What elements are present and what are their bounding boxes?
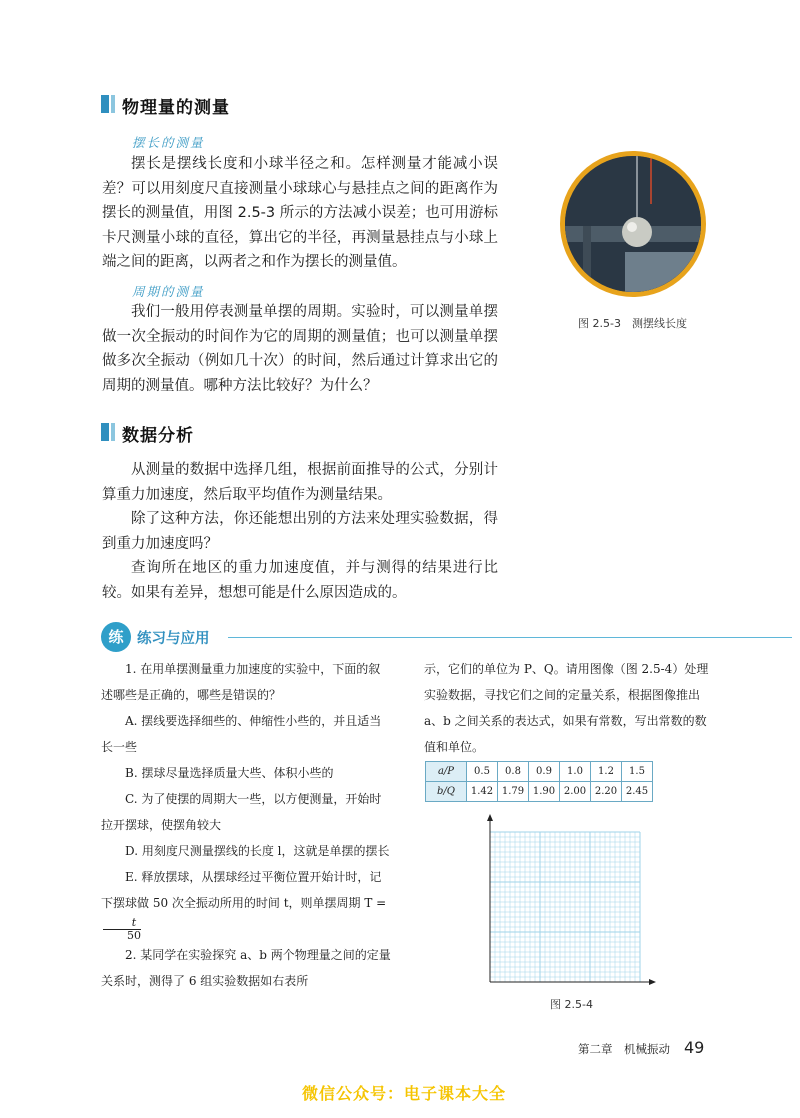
subtitle-period: 周期的测量 xyxy=(132,284,205,299)
table-cell: 1.90 xyxy=(529,782,560,802)
figure-caption-2-5-3: 图 2.5-3 测摆线长度 xyxy=(578,317,687,330)
exercise-icon: 练 xyxy=(101,622,131,652)
wechat-watermark: 微信公众号：电子课本大全 xyxy=(302,1084,507,1103)
table-cell: 1.5 xyxy=(622,762,653,782)
table-cell: 1.79 xyxy=(498,782,529,802)
exercise-right-column xyxy=(424,656,714,760)
subtitle-pendulum-length: 摆长的测量 xyxy=(132,135,205,150)
table-cell: 0.9 xyxy=(529,762,560,782)
table-row xyxy=(426,782,653,802)
section-marker xyxy=(101,95,109,113)
paragraph-text: 查询所在地区的重力加速度值，并与测得的结果进行比较。如果有差异，想想可能是什么原因造成的。 xyxy=(102,560,498,601)
paragraph-text: 我们一般用停表测量单摆的周期。实验时，可以测量单摆做一次全振动的时间作为它的周期的测量值；也可以测量单摆做多次全振动（例如几十次）的时间，然后通过计算求出它的周期的测量值。哪种方法比较好？为什么？ xyxy=(102,304,498,394)
exercise-left-column xyxy=(101,656,391,994)
option-d: D. 用刻度尺测量摆线的长度 l，这就是单摆的摆长 xyxy=(125,844,390,858)
paragraph-text: 从测量的数据中选择几组，根据前面推导的公式，分别计算重力加速度，然后取平均值作为测量结果。 xyxy=(102,462,498,503)
section-title-measurement: 物理量的测量 xyxy=(122,98,230,118)
option-e-text: E. 释放摆球，从摆球经过平衡位置开始计时，记下摆球做 50 次全振动所用的时间 t，则单摆周期 T = xyxy=(101,870,387,910)
paragraph-data-analysis xyxy=(102,458,498,605)
x-axis-arrow xyxy=(649,979,656,985)
table-cell: 0.8 xyxy=(498,762,529,782)
table-cell: 0.5 xyxy=(467,762,498,782)
question-2: 2. 某同学在实验探究 a、b 两个物理量之间的定量关系时，测得了 6 组实验数据如右表所 xyxy=(101,948,391,988)
option-c: C. 为了使摆的周期大一些，以方便测量，开始时拉开摆球，使摆角较大 xyxy=(101,792,382,832)
paragraph-text: 除了这种方法，你还能想出别的方法来处理实验数据，得到重力加速度吗？ xyxy=(102,511,498,552)
section-marker-light xyxy=(111,423,115,441)
table-cell: 1.2 xyxy=(591,762,622,782)
paragraph-text: 摆长是摆线长度和小球半径之和。怎样测量才能减小误差？可以用刻度尺直接测量小球球心与悬挂点之间的距离作为摆长的测量值，用图 2.5-3 所示的方法减小误差；也可用游标卡尺测量小球的直径，算出它的半径，再测量悬挂点与小球上端之间的距离，以两者之和作为摆长的测量值。 xyxy=(102,156,498,270)
exercise-rule xyxy=(228,637,792,638)
paragraph-period xyxy=(102,300,498,398)
section-title-data-analysis: 数据分析 xyxy=(122,426,194,446)
table-cell: 2.00 xyxy=(560,782,591,802)
fraction-numerator: t xyxy=(103,917,141,930)
table-cell: 2.20 xyxy=(591,782,622,802)
section-marker xyxy=(101,423,109,441)
table-cell: 1.42 xyxy=(467,782,498,802)
row-label-a: a/P xyxy=(426,762,467,782)
table-cell: 1.0 xyxy=(560,762,591,782)
table-row xyxy=(426,762,653,782)
option-a: A. 摆线要选择细些的、伸缩性小些的，并且适当长一些 xyxy=(101,714,382,754)
option-b: B. 摆球尽量选择质量大些、体积小些的 xyxy=(125,766,334,780)
chapter-footer: 第二章 机械振动 xyxy=(578,1042,670,1056)
section-marker-light xyxy=(111,95,115,113)
row-label-b: b/Q xyxy=(426,782,467,802)
data-table xyxy=(425,761,653,802)
question-1: 1. 在用单摆测量重力加速度的实验中，下面的叙述哪些是正确的，哪些是错误的？ xyxy=(101,662,381,702)
fraction xyxy=(103,917,141,942)
pendulum-photo xyxy=(560,151,706,297)
question-2-continued: 示，它们的单位为 P、Q。请用图像（图 2.5-4）处理实验数据，寻找它们之间的定量关系，根据图像推出 a、b 之间关系的表达式，如果有常数，写出常数的数值和单位。 xyxy=(424,662,709,754)
figure-caption-2-5-4: 图 2.5-4 xyxy=(550,998,593,1011)
option-e xyxy=(101,864,391,942)
y-axis-arrow xyxy=(487,814,493,821)
blank-grid-graph xyxy=(476,812,656,992)
exercise-title: 练习与应用 xyxy=(137,631,210,647)
pendulum-illustration xyxy=(565,156,701,292)
paragraph-pendulum-length xyxy=(102,152,498,275)
fraction-denominator: 50 xyxy=(127,929,141,942)
page-number: 49 xyxy=(684,1038,705,1057)
table-cell: 2.45 xyxy=(622,782,653,802)
